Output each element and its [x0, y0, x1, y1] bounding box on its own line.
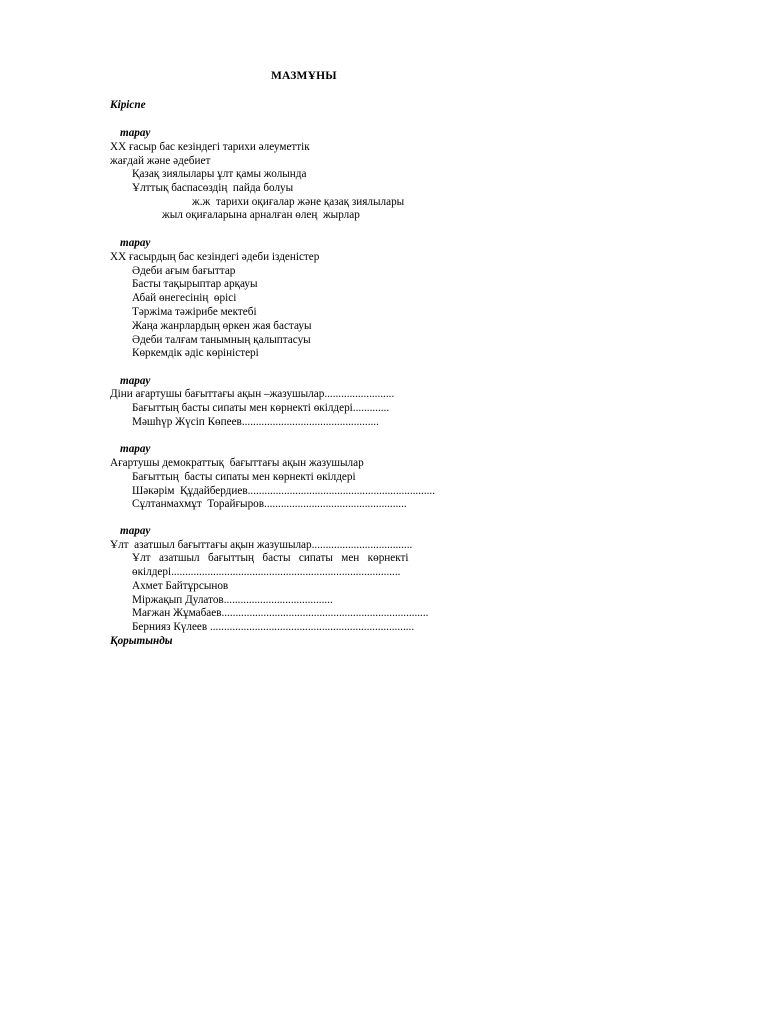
chapter-2-item-5: Жаңа жанрлардың өркен жая бастауы — [132, 320, 312, 332]
chapter-2-label: тарау — [120, 237, 151, 249]
chapter-3-item-1: Бағыттың басты сипаты мен көрнекті өкілдері............. — [132, 402, 390, 414]
intro-heading: Кіріспе — [110, 99, 146, 111]
chapter-5-heading: Ұлт азатшыл бағыттағы ақын жазушылар.................................... — [110, 539, 413, 551]
chapter-1-item-4: жыл оқиғаларына арналған өлең жырлар — [162, 209, 360, 221]
chapter-4-label: тарау — [120, 443, 151, 455]
chapter-3-label: тарау — [120, 375, 151, 387]
chapter-2-item-1: Әдеби ағым бағыттар — [132, 265, 236, 277]
chapter-1-heading-cont: жағдай және әдебиет — [110, 155, 211, 167]
chapter-4-heading: Ағартушы демократтық бағыттағы ақын жазушылар — [110, 457, 364, 469]
chapter-5-item-5: Бернияз Күлеев ......................................................................... — [132, 621, 415, 633]
chapter-2-item-2: Басты тақырыптар арқауы — [132, 278, 258, 290]
chapter-1-item-2: Ұлттық баспасөздің пайда болуы — [132, 182, 294, 194]
chapter-5-label: тарау — [120, 525, 151, 537]
chapter-2-item-4: Тәржіма тәжірибе мектебі — [132, 306, 257, 318]
chapter-1-heading: ХХ ғасыр бас кезіндегі тарихи әлеуметтік — [110, 141, 310, 153]
chapter-5-item-1: Ұлт азатшыл бағыттың басты сипаты мен көрнекті — [132, 552, 409, 564]
conclusion-heading: Қорытынды — [110, 635, 173, 647]
chapter-3-item-2: Мәшһүр Жүсіп Көпеев................................................. — [132, 416, 379, 428]
page-title: МАЗМҰНЫ — [271, 70, 337, 82]
chapter-5-item-2: Ахмет Байтұрсынов — [132, 580, 229, 592]
chapter-5-item-4: Мағжан Жұмабаев.......................................................................... — [132, 607, 429, 619]
chapter-1-item-3: ж.ж тарихи оқиғалар және қазақ зиялылары — [192, 196, 405, 208]
chapter-1-label: тарау — [120, 127, 151, 139]
chapter-2-item-3: Абай өнегесінің өрісі — [132, 292, 237, 304]
chapter-2-item-6: Әдеби талғам танымның қалыптасуы — [132, 334, 311, 346]
chapter-1-item-1: Қазақ зиялылары ұлт қамы жолында — [132, 168, 307, 180]
chapter-5-item-1-cont: өкілдері.................................................................................. — [132, 566, 401, 578]
chapter-2-heading: ХХ ғасырдың бас кезіндегі әдеби ізденістер — [110, 251, 320, 263]
chapter-4-item-3: Сұлтанмахмұт Торайғыров................................................... — [132, 498, 407, 510]
chapter-4-item-2: Шәкәрім Құдайбердиев................................................................... — [132, 485, 436, 497]
chapter-4-item-1: Бағыттың басты сипаты мен көрнекті өкілдері — [132, 471, 356, 483]
chapter-3-heading: Діни ағартушы бағыттағы ақын –жазушылар......................... — [110, 388, 395, 400]
chapter-2-item-7: Көркемдік әдіс көріністері — [132, 347, 259, 359]
chapter-5-item-3: Міржақып Дулатов....................................... — [132, 594, 333, 606]
